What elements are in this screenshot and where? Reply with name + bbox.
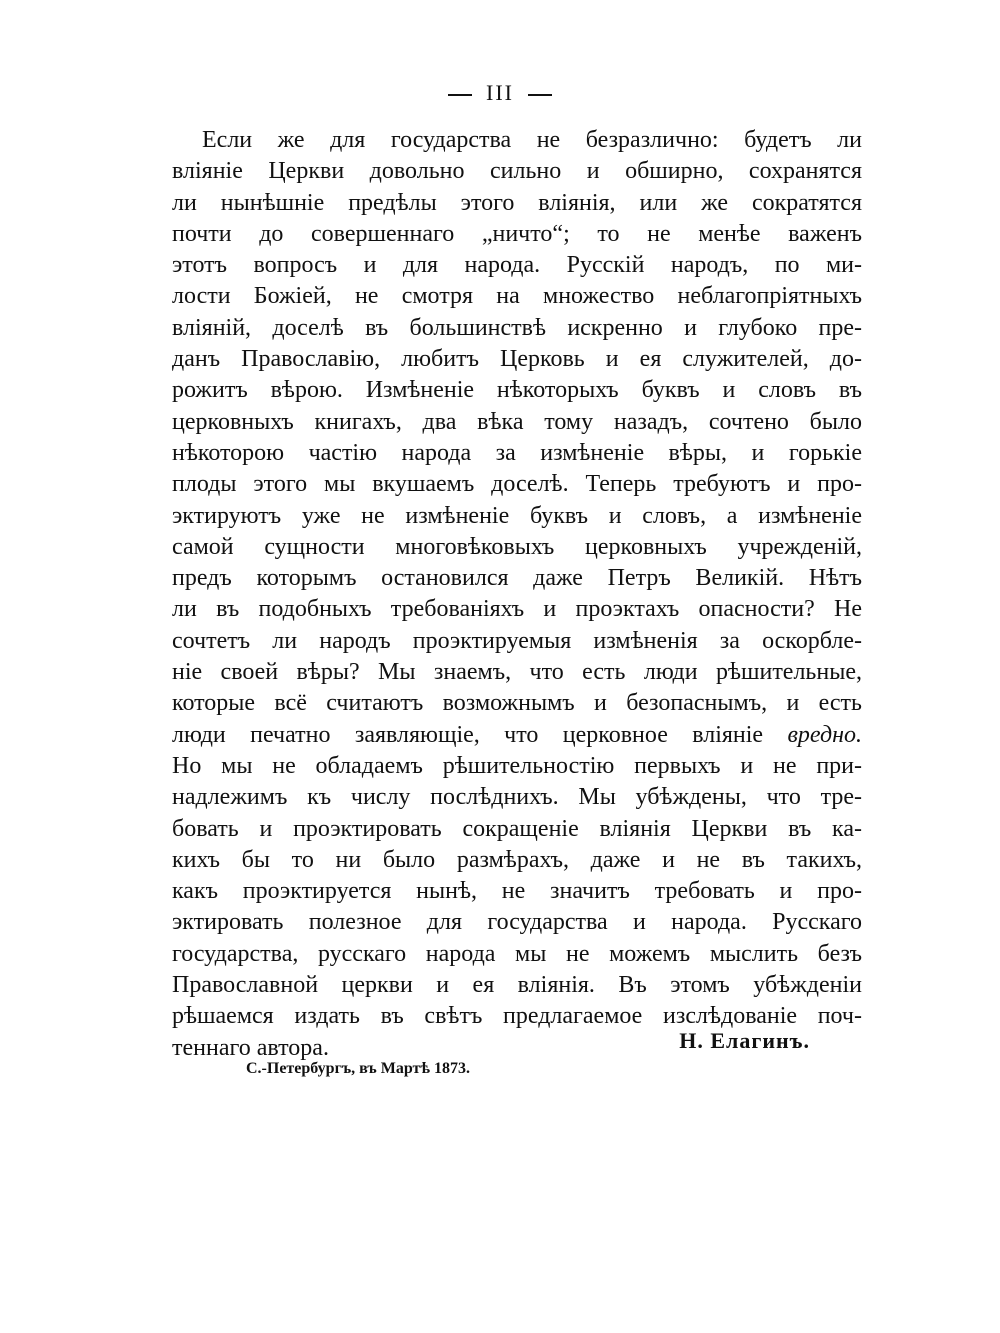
text-line: бовать и проэктировать сокращеніе вліянія Церкви въ ка-	[172, 815, 862, 842]
text-line: ніе своей вѣры? Мы знаемъ, что есть люди рѣшительные,	[172, 659, 862, 686]
text-line: самой сущности многовѣковыхъ церковныхъ учрежденій,	[172, 533, 862, 560]
text-line: Православной церкви и ея вліянія. Въ этомъ убѣжденіи	[172, 972, 862, 999]
page-number: III	[486, 80, 514, 105]
text-line: рожитъ вѣрою. Измѣненіе нѣкоторыхъ буквъ и словъ въ	[172, 377, 862, 404]
signature: Н. Елагинъ.	[679, 1028, 810, 1053]
text-line: плоды этого мы вкушаемъ доселѣ. Теперь требуютъ и про-	[172, 471, 862, 498]
paragraph	[172, 125, 862, 1064]
text-segment: люди печатно заявляющіе, что церковное вліяніе	[172, 721, 764, 748]
dash-left	[448, 94, 472, 96]
text-line: вліяній, доселѣ въ большинствѣ искренно и глубоко пре-	[172, 314, 862, 341]
text-line: рѣшаемся издать въ свѣтъ предлагаемое изслѣдованіе поч-	[172, 1003, 862, 1030]
dash-right	[528, 94, 552, 96]
text-line: почти до совершеннаго „ничто“; то не менѣе важенъ	[172, 220, 862, 247]
text-line: ли нынѣшніе предѣлы этого вліянія, или же сократятся	[172, 189, 862, 216]
text-line: этотъ вопросъ и для народа. Русскій народъ, по ми-	[172, 252, 862, 279]
emphasis-word: вредно.	[787, 721, 863, 748]
text-line: теннаго автора.	[172, 1034, 329, 1061]
text-line: нѣкоторою частію народа за измѣненіе вѣры, и горькіе	[172, 439, 862, 466]
text-line: надлежимъ къ числу послѣднихъ. Мы убѣждены, что тре-	[172, 784, 862, 811]
text-line: эктируютъ уже не измѣненіе буквъ и словъ, а измѣненіе	[172, 502, 862, 529]
text-line: церковныхъ книгахъ, два вѣка тому назадъ, сочтено было	[172, 408, 862, 435]
text-line: какъ проэктируется нынѣ, не значитъ требовать и про-	[172, 878, 862, 905]
text-line: которые всё считаютъ возможнымъ и безопаснымъ, и есть	[172, 690, 862, 717]
text-line-with-emphasis	[172, 720, 862, 751]
text-line: предъ которымъ остановился даже Петръ Великій. Нѣтъ	[172, 565, 862, 592]
text-line: государства, русскаго народа мы не можемъ мыслить безъ	[172, 940, 862, 967]
text-line: ли въ подобныхъ требованіяхъ и проэктахъ опасности? Не	[172, 596, 862, 623]
text-line: Если же для государства не безразлично: будетъ ли	[202, 127, 862, 153]
text-line: лости Божіей, не смотря на множество неблагопріятныхъ	[172, 283, 862, 310]
text-line: данъ Православію, любитъ Церковь и ея служителей, до-	[172, 346, 862, 373]
page-number-header	[0, 80, 1000, 106]
text-line: Но мы не обладаемъ рѣшительностію первыхъ и не при-	[172, 752, 862, 779]
text-line: эктировать полезное для государства и народа. Русскаго	[172, 909, 862, 936]
text-line: кихъ бы то ни было размѣрахъ, даже и не въ такихъ,	[172, 846, 862, 873]
text-line: вліяніе Церкви довольно сильно и обширно, сохранятся	[172, 158, 862, 185]
dateline: С.-Петербургъ, въ Мартѣ 1873.	[246, 1060, 470, 1077]
text-line: сочтетъ ли народъ проэктируемыя измѣненія за оскорбле-	[172, 627, 862, 654]
